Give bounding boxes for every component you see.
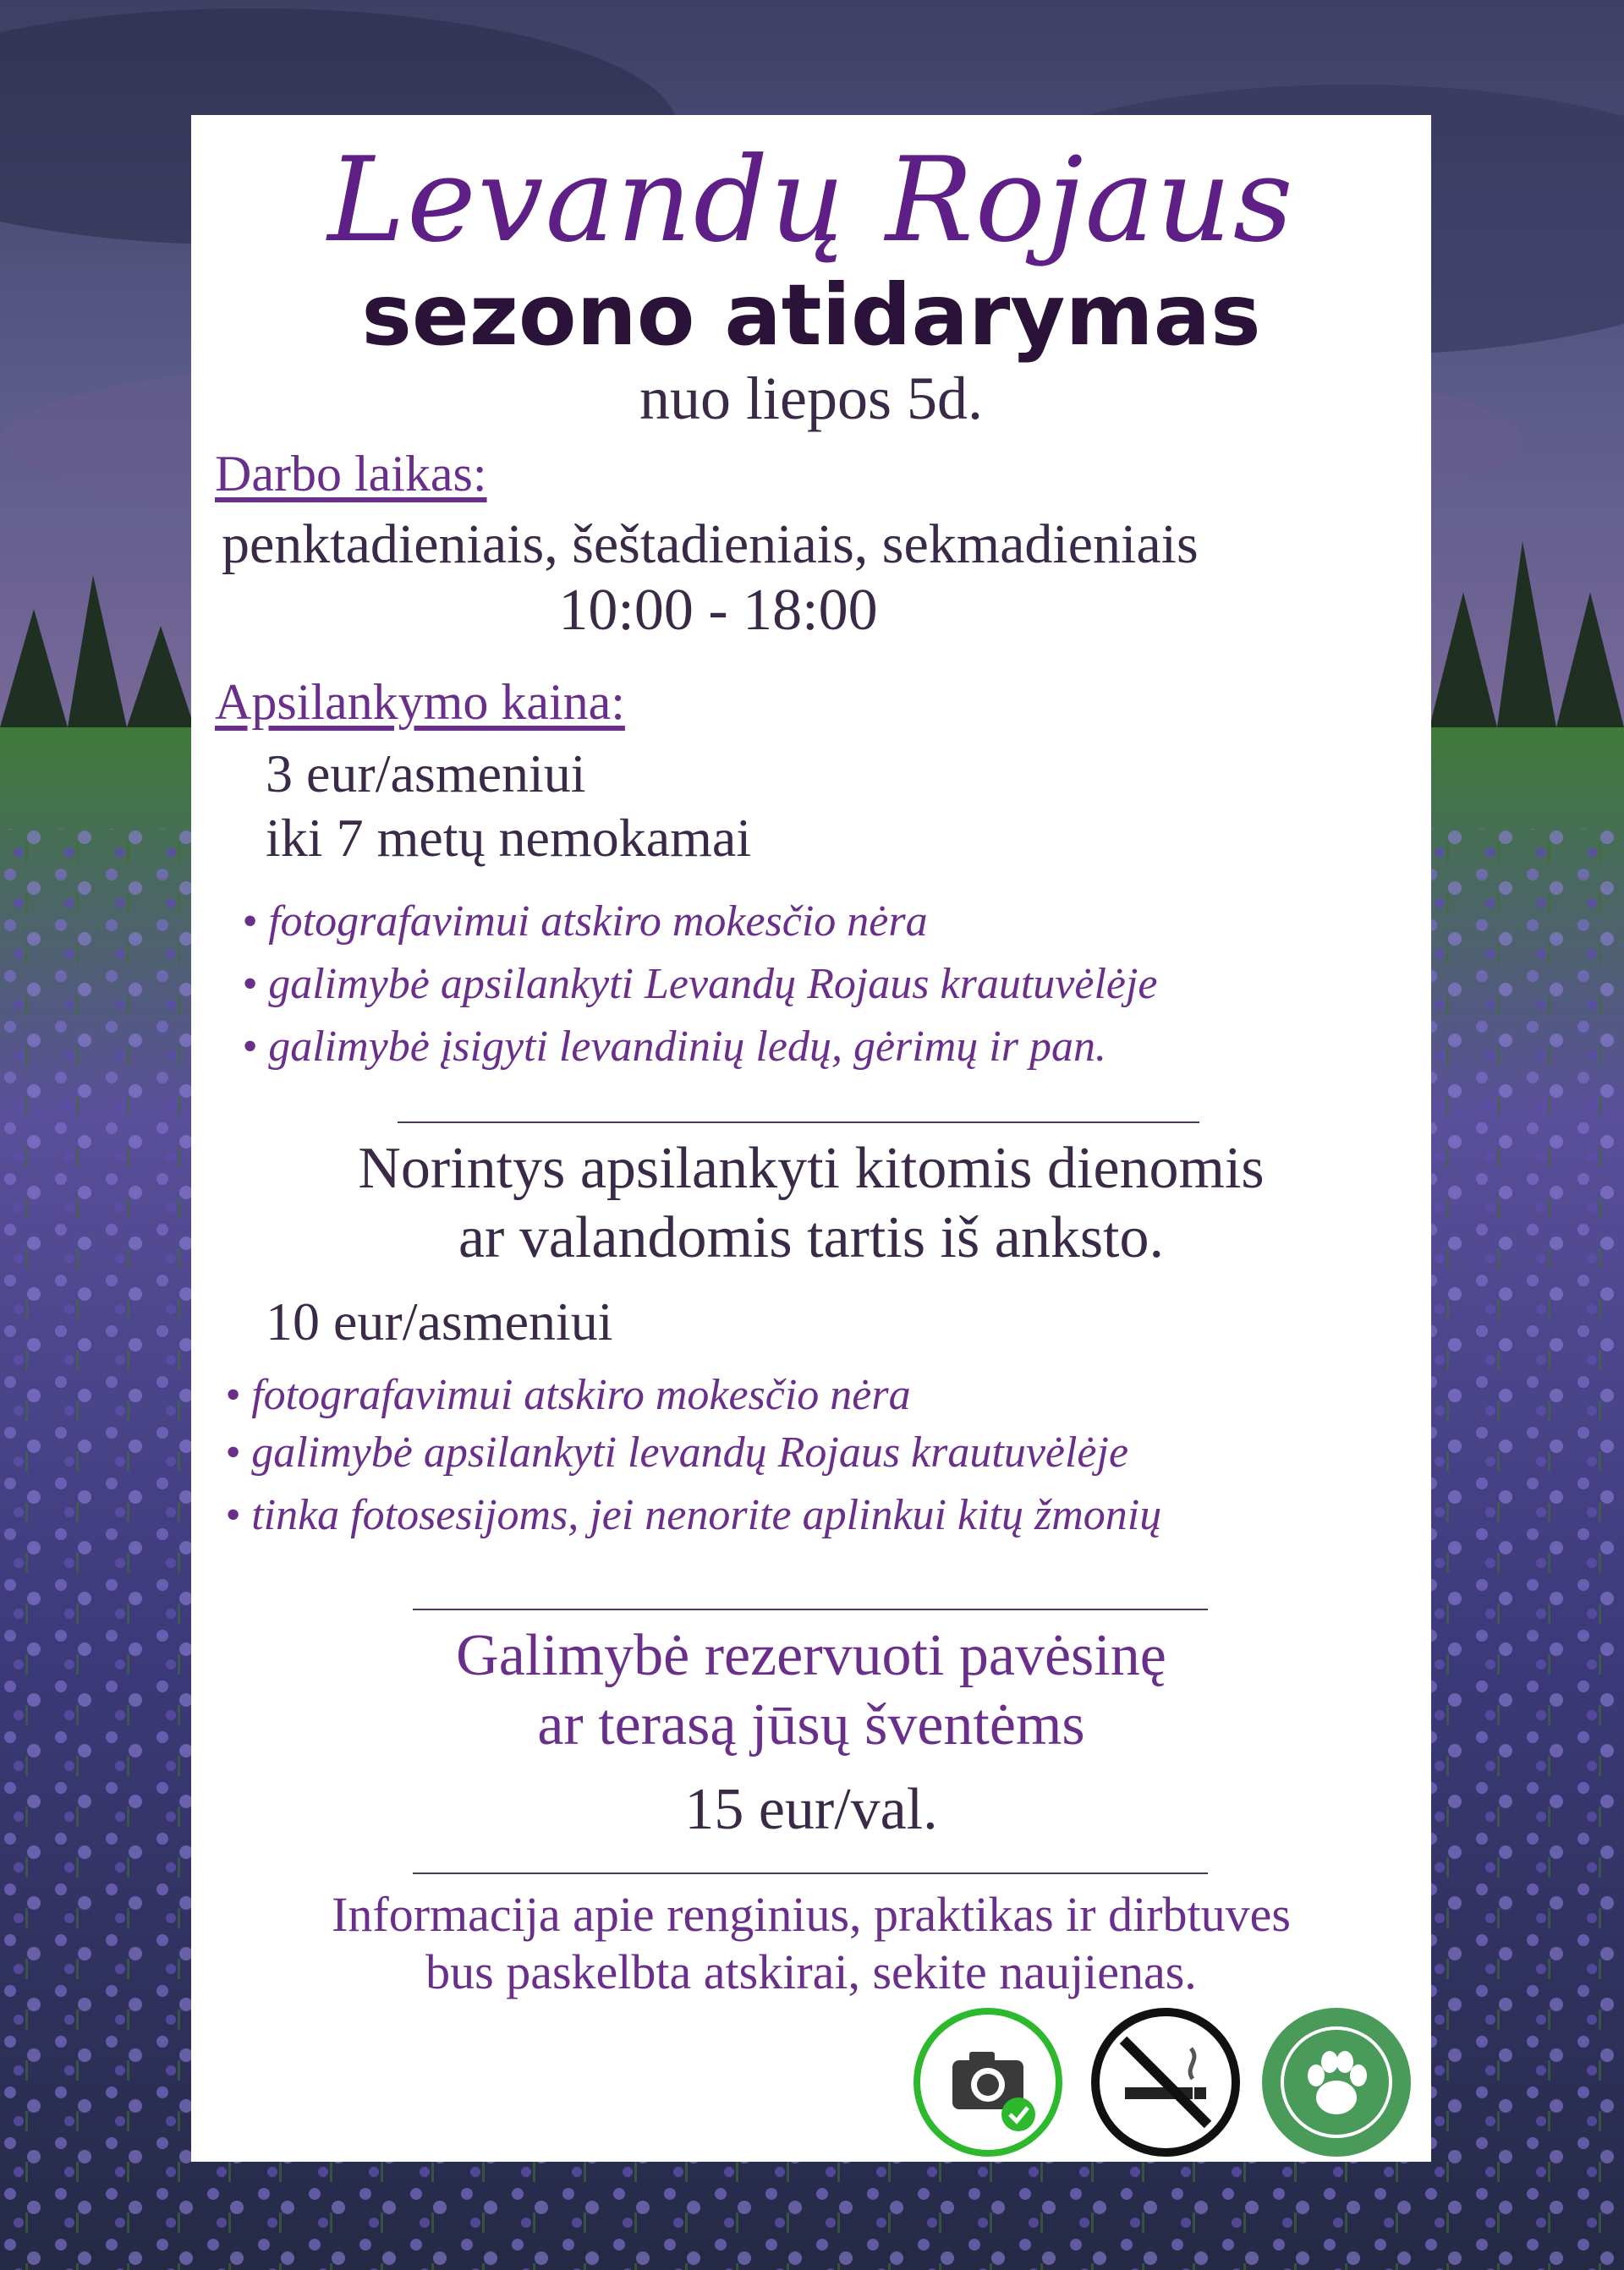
no-smoking-icon xyxy=(1091,2008,1240,2157)
divider-2 xyxy=(413,1609,1208,1610)
poster-title: Levandų Rojaus xyxy=(327,132,1295,268)
hours-time: 10:00 - 18:00 xyxy=(558,578,878,643)
hours-days: penktadieniais, šeštadieniais, sekmadieniais xyxy=(222,513,1199,575)
price-bullet-2: • galimybė apsilankyti Levandų Rojaus krautuvėlėje xyxy=(242,960,1158,1008)
price-child: iki 7 metų nemokamai xyxy=(266,808,752,868)
other-bullet-1: • fotografavimui atskiro mokesčio nėra xyxy=(225,1371,911,1419)
info-line-1: Informacija apie renginius, praktikas ir dirbtuves xyxy=(332,1887,1291,1942)
opening-date: nuo liepos 5d. xyxy=(639,365,983,432)
other-days-line-1: Norintys apsilankyti kitomis dienomis xyxy=(358,1136,1265,1201)
reserve-line-1: Galimybė rezervuoti pavėsinę xyxy=(456,1623,1166,1688)
camera-allowed-icon xyxy=(914,2008,1062,2157)
hours-label: Darbo laikas: xyxy=(215,446,487,502)
poster-card xyxy=(191,115,1431,2162)
price-bullet-3: • galimybė įsigyti levandinių ledų, gėrimų ir pan. xyxy=(242,1023,1106,1071)
other-bullet-3: • tinka fotosesijoms, jei nenorite aplinkui kitų žmonių xyxy=(225,1491,1162,1539)
reserve-line-2: ar terasą jūsų šventėms xyxy=(537,1692,1085,1757)
poster-subtitle: sezono atidarymas xyxy=(361,266,1261,365)
pets-allowed-icon xyxy=(1262,2008,1411,2157)
price-adult: 3 eur/asmeniui xyxy=(266,743,586,803)
reserve-price: 15 eur/val. xyxy=(684,1777,938,1842)
other-days-price: 10 eur/asmeniui xyxy=(266,1291,613,1352)
other-bullet-2: • galimybė apsilankyti levandų Rojaus krautuvėlėje xyxy=(225,1428,1129,1477)
info-line-2: bus paskelbta atskirai, sekite naujienas. xyxy=(425,1944,1197,1999)
other-days-line-2: ar valandomis tartis iš anksto. xyxy=(458,1205,1165,1270)
divider-3 xyxy=(413,1872,1208,1874)
price-bullet-1: • fotografavimui atskiro mokesčio nėra xyxy=(242,897,928,946)
divider-1 xyxy=(398,1121,1199,1123)
price-label: Apsilankymo kaina: xyxy=(215,674,625,730)
